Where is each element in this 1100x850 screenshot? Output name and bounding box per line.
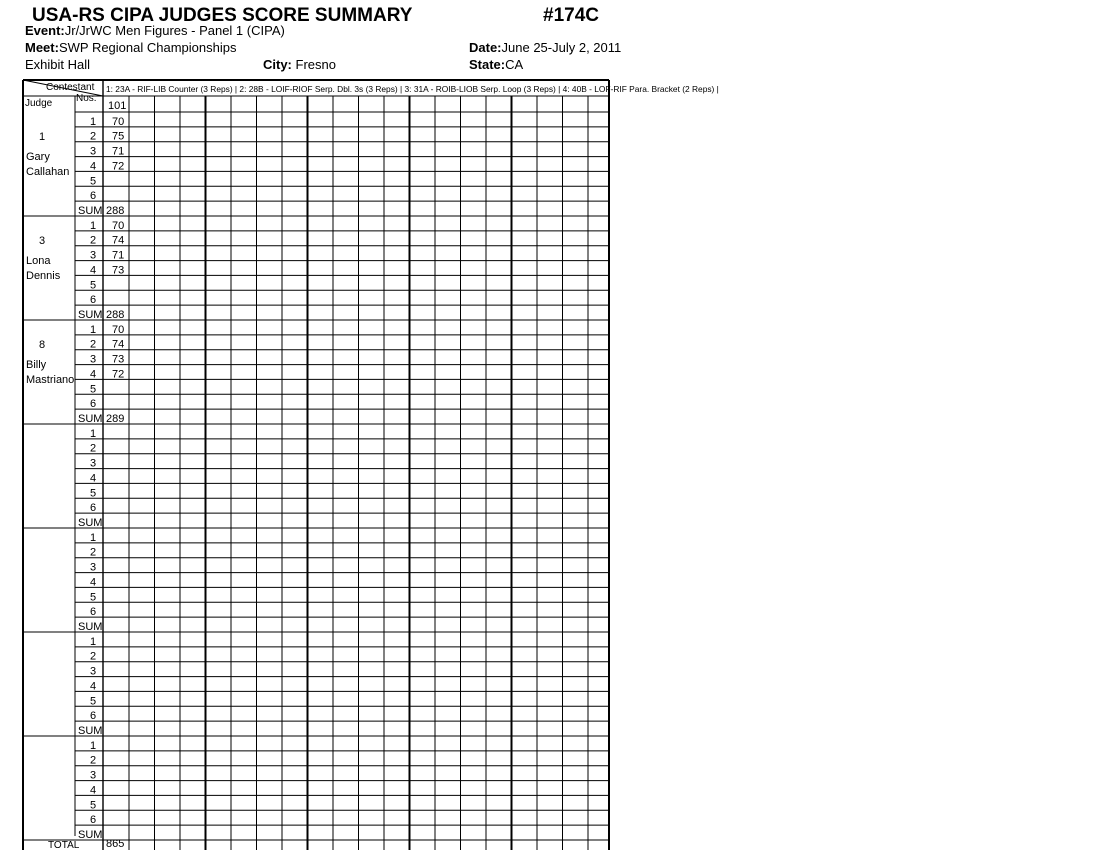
score-value: 74 (112, 338, 125, 351)
figure-row-label: 1 (89, 115, 97, 128)
figure-row-label: 6 (89, 606, 97, 619)
city-label: City: (263, 57, 292, 72)
form-number: #174C (543, 5, 599, 26)
judge-last-name: Callahan (26, 166, 70, 178)
figure-row-label: 4 (89, 264, 97, 277)
event-value: Jr/JrWC Men Figures - Panel 1 (CIPA) (64, 23, 285, 38)
judge-number: 1 (38, 131, 46, 143)
score-value: 72 (112, 368, 125, 381)
score-value: 71 (112, 145, 125, 158)
figure-row-label: 5 (89, 591, 97, 604)
judge-last-name: Dennis (26, 270, 61, 282)
sum-row-label: SUM (78, 725, 103, 737)
corner-judge-label: Judge (25, 98, 53, 109)
venue: Exhibit Hall (25, 57, 91, 72)
contestant-number: 101 (108, 100, 127, 112)
judge-first-name: Billy (26, 359, 47, 371)
figure-row-label: 2 (89, 754, 97, 767)
figure-row-label: 1 (89, 427, 97, 440)
figure-row-label: 4 (89, 680, 97, 693)
corner-contestant-label: Contestant (46, 82, 95, 93)
event-label: Event: (25, 23, 65, 38)
figure-row-label: 5 (89, 487, 97, 500)
judge-last-name: Mastriano (26, 374, 75, 386)
state-label: State: (469, 57, 506, 72)
score-value: 71 (112, 249, 125, 262)
figure-row-label: 5 (89, 383, 97, 396)
figure-row-label: 2 (89, 234, 97, 247)
figure-row-label: 6 (89, 398, 97, 411)
judge-sum-value: 288 (106, 309, 125, 321)
judge-first-name: Gary (26, 151, 50, 163)
figure-row-label: 3 (89, 249, 97, 262)
sum-row-label: SUM (78, 413, 103, 425)
figure-row-label: 5 (89, 175, 97, 188)
score-value: 72 (112, 160, 125, 173)
judge-sum-value: 288 (106, 205, 125, 217)
figure-row-label: 3 (89, 665, 97, 678)
figure-row-label: 1 (89, 531, 97, 544)
figure-row-label: 3 (89, 457, 97, 470)
total-label: TOTAL (48, 840, 80, 850)
state-value: CA (505, 57, 524, 72)
figure-row-label: 3 (89, 353, 97, 366)
figure-row-label: 6 (89, 502, 97, 515)
figure-row-label: 2 (89, 546, 97, 559)
figure-row-label: 3 (89, 769, 97, 782)
judge-number: 3 (38, 235, 46, 247)
judge-number: 8 (38, 339, 46, 351)
figure-row-label: 4 (89, 368, 97, 381)
sum-row-label: SUM (78, 309, 103, 321)
corner-nos-label: Nos. (76, 93, 97, 104)
figure-row-label: 1 (89, 635, 97, 648)
meet-label: Meet: (25, 40, 59, 55)
figure-row-label: 1 (89, 739, 97, 752)
grid-lines (23, 80, 609, 850)
judge-first-name: Lona (26, 255, 51, 267)
sum-row-label: SUM (78, 517, 103, 529)
figure-row-label: 6 (89, 294, 97, 307)
figure-row-label: 4 (89, 784, 97, 797)
score-value: 73 (112, 264, 125, 277)
city-value: Fresno (291, 57, 336, 72)
figure-row-label: 3 (89, 145, 97, 158)
score-value: 70 (112, 115, 125, 128)
figure-row-label: 6 (89, 814, 97, 827)
figure-row-label: 2 (89, 442, 97, 455)
figures-line: 1: 23A - RIF-LIB Counter (3 Reps) | 2: 28B - LOIF-RIOF Serp. Dbl. 3s (3 Reps) | 3: 31A - ROIB-LIOB Serp. Loop (3 Reps) | 4: 40B - LOF-RIF Para. Bracket (2 Reps) | (106, 84, 719, 94)
figure-row-label: 3 (89, 561, 97, 574)
date-value: June 25-July 2, 2011 (501, 40, 622, 55)
figure-row-label: 2 (89, 130, 97, 143)
figure-row-label: 4 (89, 160, 97, 173)
figure-row-label: 6 (89, 190, 97, 203)
sum-row-label: SUM (78, 829, 103, 841)
figure-row-label: 5 (89, 799, 97, 812)
figure-row-label: 1 (89, 219, 97, 232)
figure-row-label: 2 (89, 338, 97, 351)
figure-row-label: 4 (89, 576, 97, 589)
figure-row-label: 6 (89, 710, 97, 723)
meet-value: SWP Regional Championships (58, 40, 237, 55)
total-value: 865 (106, 838, 125, 850)
score-value: 70 (112, 219, 125, 232)
judge-sum-value: 289 (106, 413, 125, 425)
figure-row-label: 1 (89, 323, 97, 336)
page-title: USA-RS CIPA JUDGES SCORE SUMMARY (32, 5, 413, 26)
sum-row-label: SUM (78, 621, 103, 633)
score-value: 73 (112, 353, 125, 366)
figure-row-label: 2 (89, 650, 97, 663)
score-value: 70 (112, 323, 125, 336)
date-label: Date: (469, 40, 502, 55)
figure-row-label: 4 (89, 472, 97, 485)
sum-row-label: SUM (78, 205, 103, 217)
figure-row-label: 5 (89, 695, 97, 708)
score-value: 75 (112, 130, 125, 143)
figure-row-label: 5 (89, 279, 97, 292)
score-value: 74 (112, 234, 125, 247)
